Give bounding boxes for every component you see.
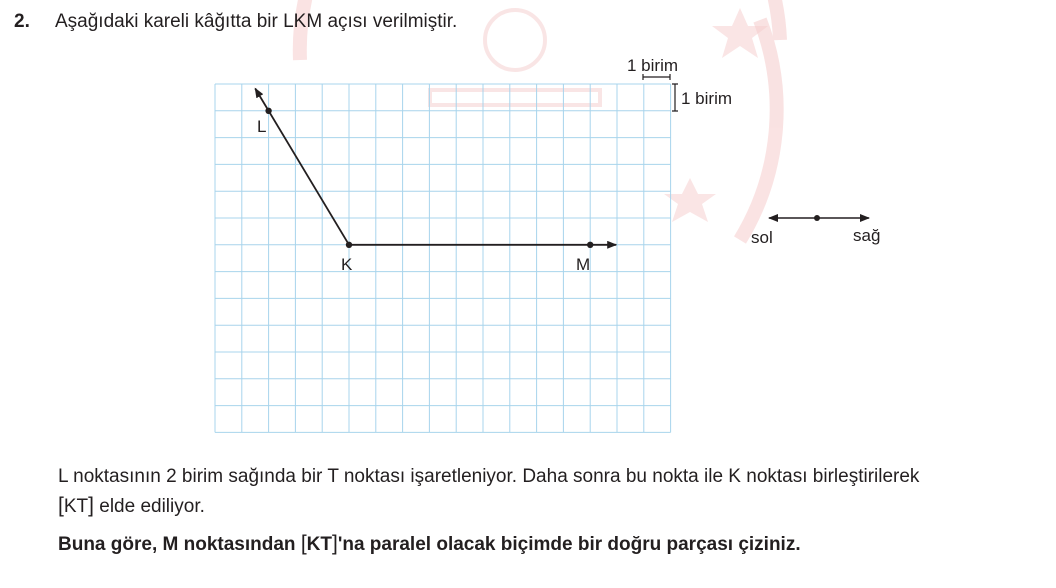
instruction: Buna göre, M noktasından [KT]'na paralel olacak biçimde bir doğru parçası çiziniz. xyxy=(58,532,801,555)
right-label: sağ xyxy=(853,226,881,245)
instruction-post: 'na paralel olacak biçimde bir doğru parçası çiziniz. xyxy=(337,534,801,555)
unit-vertical-marker xyxy=(672,84,678,111)
left-label: sol xyxy=(751,228,773,247)
problem-paragraph: L noktasının 2 birim sağında bir T noktası işaretleniyor. Daha sonra bu nokta ile K noktası birleştirilerek [KT] elde ediliyor. xyxy=(58,466,920,517)
point-k xyxy=(346,242,352,248)
paragraph-end: elde ediliyor. xyxy=(99,496,205,517)
unit-vertical-label: 1 birim xyxy=(681,89,733,108)
direction-center-point xyxy=(814,215,820,221)
label-m: M xyxy=(576,255,591,274)
label-k: K xyxy=(341,255,353,274)
instruction-pre: Buna göre, M noktasından xyxy=(58,534,296,555)
point-m xyxy=(587,242,593,248)
question-number: 2. xyxy=(14,11,30,32)
question-text: Aşağıdaki kareli kâğıtta bir LKM açısı verilmiştir. xyxy=(55,11,458,32)
segment-kt: KT xyxy=(63,496,89,517)
instruction-segment: KT xyxy=(306,534,332,555)
paragraph-text: L noktasının 2 birim sağında bir T noktası işaretleniyor. Daha sonra bu nokta ile K noktası birleştirilerek xyxy=(58,466,920,487)
label-l: L xyxy=(257,117,267,136)
point-l xyxy=(265,108,271,114)
unit-horizontal-label: 1 birim xyxy=(627,56,679,75)
